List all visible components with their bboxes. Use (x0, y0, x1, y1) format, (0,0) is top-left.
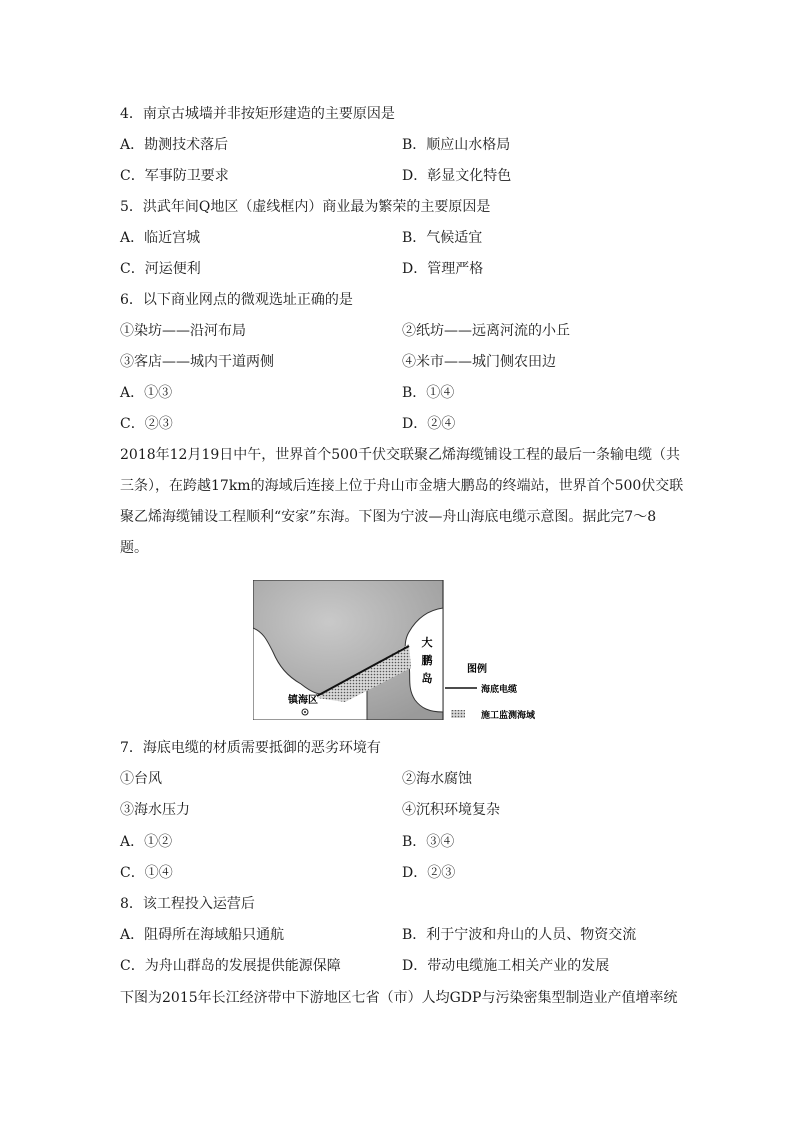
island-label-3: 岛 (421, 672, 433, 685)
q5-stem: 5．洪武年间Q地区（虚线框内）商业最为繁荣的主要原因是 (120, 199, 491, 215)
q7-option-a: A．①② (120, 834, 173, 850)
legend-cable-label: 海底电缆 (481, 685, 518, 695)
island-label-2: 鹏 (421, 654, 433, 667)
q7-item-3: ③海水压力 (120, 802, 190, 818)
q4-option-b: B．顺应山水格局 (402, 137, 511, 153)
q6-item-1: ①染坊——沿河布局 (120, 323, 246, 339)
q8-option-d: D．带动电缆施工相关产业的发展 (402, 958, 610, 974)
q4-option-c: C．军事防卫要求 (120, 168, 229, 184)
q5-option-c: C．河运便利 (120, 261, 201, 277)
passage-line-2: 三条），在跨越17km的海域后连接上位于舟山市金塘大鹏岛的终端站，世界首个500伏交联 (120, 478, 684, 494)
q7-option-c: C．①④ (120, 865, 173, 881)
legend-zone-swatch (451, 710, 465, 718)
q7-stem: 7．海底电缆的材质需要抵御的恶劣环境有 (120, 740, 381, 756)
q4-option-a: A．勘测技术落后 (120, 137, 229, 153)
q6-option-d: D．②④ (402, 416, 456, 432)
q6-stem: 6．以下商业网点的微观选址正确的是 (120, 292, 353, 308)
passage-line-1: 2018年12月19日中午，世界首个500千伏交联聚乙烯海缆铺设工程的最后一条输电缆（共 (120, 447, 680, 463)
passage-line-3: 聚乙烯海缆铺设工程顺利“安家”东海。下图为宁波—舟山海底电缆示意图。据此完7～8 (120, 509, 657, 525)
q7-option-d: D．②③ (402, 865, 456, 881)
submarine-cable-map (253, 580, 543, 720)
district-label: 镇海区 (288, 695, 318, 706)
q8-option-c: C．为舟山群岛的发展提供能源保障 (120, 958, 341, 974)
q5-option-d: D．管理严格 (402, 261, 484, 277)
q5-option-b: B．气候适宜 (402, 230, 483, 246)
q4-stem: 4．南京古城墙并非按矩形建造的主要原因是 (120, 106, 395, 122)
q7-item-2: ②海水腐蚀 (402, 771, 472, 787)
q8-option-b: B．利于宁波和舟山的人员、物资交流 (402, 927, 637, 943)
legend-zone-label: 施工监测海域 (481, 711, 536, 720)
q8-stem: 8．该工程投入运营后 (120, 896, 255, 912)
q6-item-4: ④米市——城门侧农田边 (402, 354, 556, 370)
q7-option-b: B．③④ (402, 834, 455, 850)
q6-option-a: A．①③ (120, 385, 173, 401)
q5-option-a: A．临近宫城 (120, 230, 201, 246)
trailing-passage-line: 下图为2015年长江经济带中下游地区七省（市）人均GDP与污染密集型制造业产值增率统 (120, 990, 678, 1006)
q6-item-2: ②纸坊——远离河流的小丘 (402, 323, 570, 339)
zhenhai-marker-dot (304, 711, 306, 713)
passage (120, 440, 684, 564)
q4-option-d: D．彰显文化特色 (402, 168, 512, 184)
q6-option-c: C．②③ (120, 416, 173, 432)
passage-line-4: 题。 (120, 540, 148, 556)
q7-item-4: ④沉积环境复杂 (402, 802, 500, 818)
q6-item-3: ③客店——城内干道两侧 (120, 354, 274, 370)
q7-item-1: ①台风 (120, 771, 162, 787)
q8-option-a: A．阻碍所在海域船只通航 (120, 927, 285, 943)
legend-title: 图例 (467, 664, 487, 675)
q6-option-b: B．①④ (402, 385, 455, 401)
island-label-1: 大 (421, 636, 433, 649)
